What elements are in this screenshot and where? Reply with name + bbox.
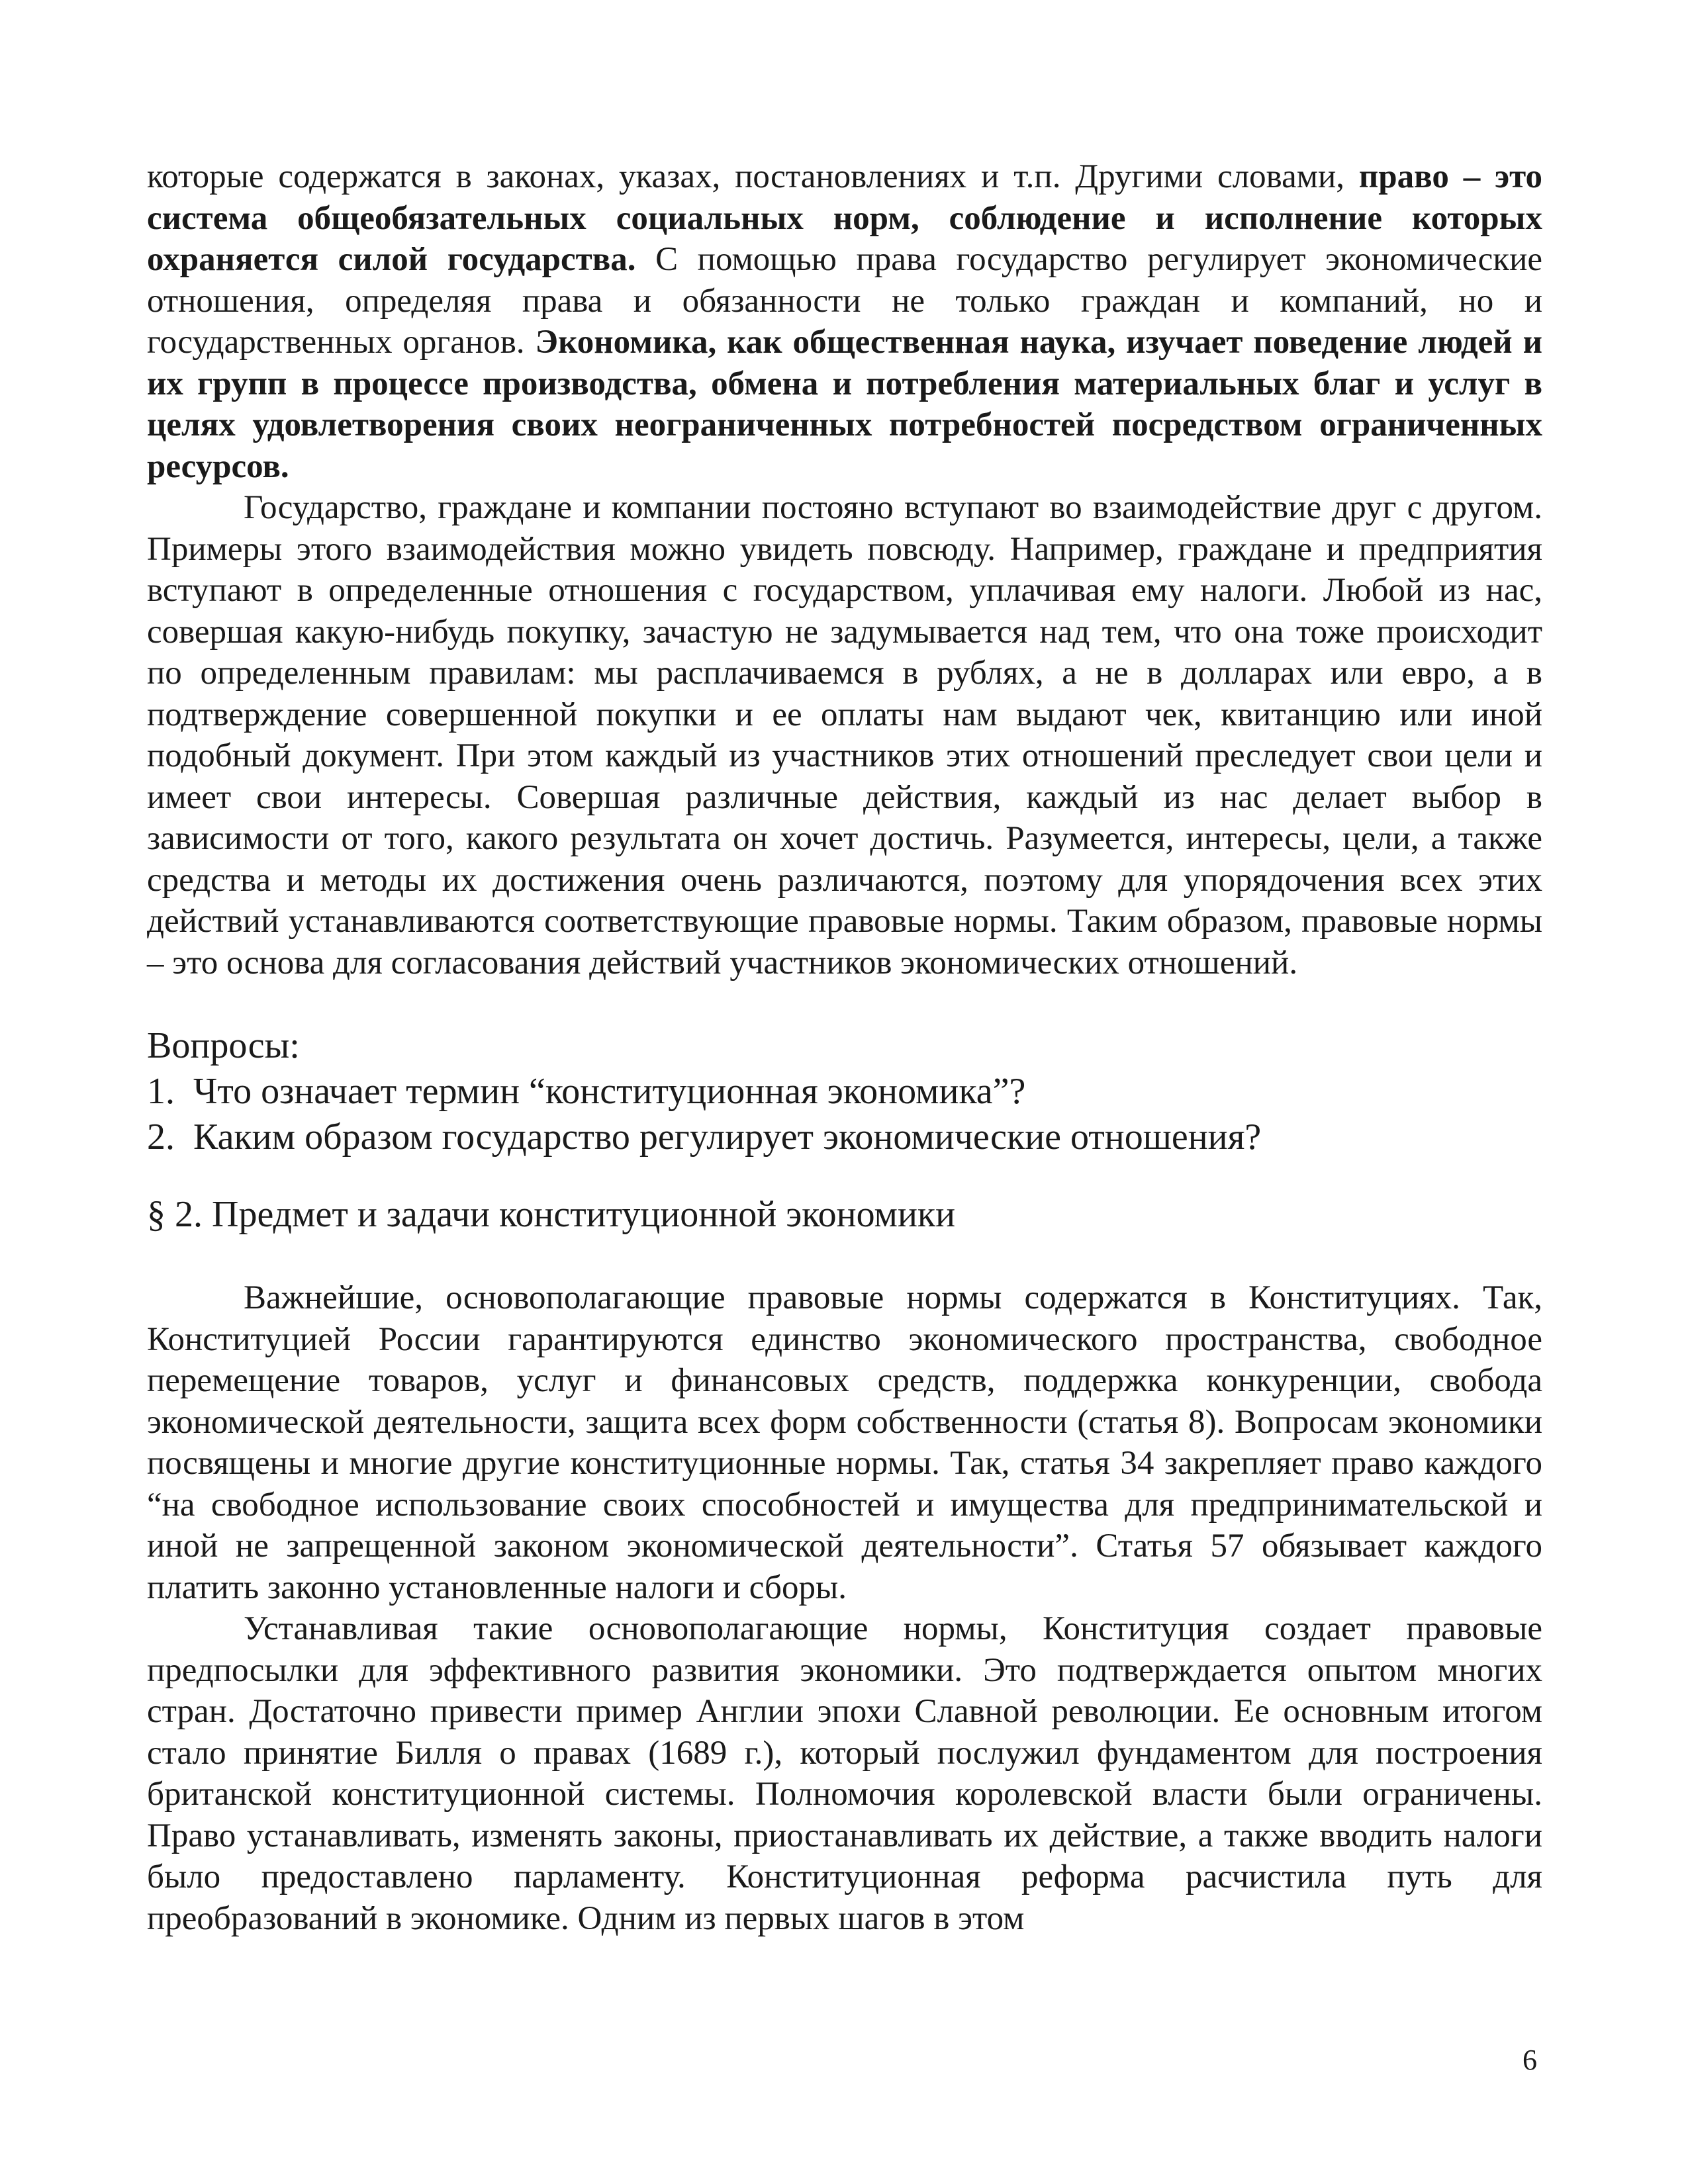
- question-number: 2.: [147, 1116, 175, 1158]
- paragraph-england-example: Устанавливая такие основополагающие нормы, Конституция создает правовые предпосылки для эффективного развития экономики. Это подтверждается опытом многих стран. Достаточно привести пример Англии эпохи Славной революции. Ее основным итогом стало принятие Билля о правах (1689 г.), который послужил фундаментом для построения британской конституционной системы. Полномочия королевской власти были ограничены. Право устанавливать, изменять законы, приостанавливать их действие, а также вводить налоги было предоставлено парламенту. Конституционная реформа расчистила путь для преобразований в экономике. Одним из первых шагов в этом: [147, 1610, 1542, 1937]
- question-text: Что означает термин “конституционная экономика”?: [193, 1071, 1026, 1112]
- law-definition: право – это система общеобязательных социальных норм, соблюдение и исполнение которых охраняется силой государства.: [147, 158, 1542, 278]
- section-body: [147, 1277, 1542, 1939]
- paragraph1-text-1: которые содержатся в законах, указах, постановлениях и т.п. Другими словами,: [147, 158, 1359, 195]
- paragraph1-text-2: С помощью права государство регулирует экономические отношения, определяя права и обязанности не только граждан и компаний, но и государственных органов.: [147, 241, 1542, 361]
- economics-definition: Экономика, как общественная наука, изучает поведение людей и их групп в процессе производства, обмена и потребления материальных благ и услуг в целях удовлетворения своих неограниченных потребностей посредством ограниченных ресурсов.: [147, 324, 1543, 485]
- question-text: Каким образом государство регулирует экономические отношения?: [193, 1116, 1262, 1158]
- questions-list: [147, 1069, 1542, 1160]
- document-page: [147, 156, 1542, 1939]
- question-item: [147, 1115, 1542, 1160]
- section-heading: § 2. Предмет и задачи конституционной экономики: [147, 1194, 956, 1235]
- paragraph-interaction: Государство, граждане и компании постояно вступают во взаимодействие друг с другом. Примеры этого взаимодействия можно увидеть повсюду. Например, граждане и предприятия вступают в определенные отношения с государством, уплачивая ему налоги. Любой из нас, совершая какую-нибудь покупку, зачастую не задумывается над тем, что она тоже происходит по определенным правилам: мы расплачиваемся в рублях, а не в долларах или евро, а в подтверждение совершенной покупки и ее оплаты нам выдают чек, квитанцию или иной подобный документ. При этом каждый из участников этих отношений преследует свои цели и имеет свои интересы. Совершая различные действия, каждый из нас делает выбор в зависимости от того, какого результата он хочет достичь. Разумеется, интересы, цели, а также средства и методы их достижения очень различаются, поэтому для упорядочения всех этих действий устанавливаются соответствующие правовые нормы. Таким образом, правовые нормы – это основа для согласования действий участников экономических отношений.: [147, 489, 1542, 981]
- page-number: 6: [1523, 2044, 1537, 2076]
- question-item: [147, 1069, 1542, 1115]
- paragraph-constitution-norms: Важнейшие, основополагающие правовые нормы содержатся в Конституциях. Так, Конституцией России гарантируются единство экономического пространства, свободное перемещение товаров, услуг и финансовых средств, поддержка конкуренции, свобода экономической деятельности, защита всех форм собственности (статья 8). Вопросам экономики посвящены и многие другие конституционные нормы. Так, статья 34 закрепляет право каждого “на свободное использование своих способностей и имущества для предпринимательской и иной не запрещенной законом экономической деятельности”. Статья 57 обязывает каждого платить законно установленные налоги и сборы.: [147, 1279, 1542, 1606]
- questions-block: [147, 1023, 1542, 1160]
- question-number: 1.: [147, 1071, 175, 1112]
- questions-title: Вопросы:: [147, 1025, 300, 1066]
- paragraph-definitions: [147, 156, 1542, 487]
